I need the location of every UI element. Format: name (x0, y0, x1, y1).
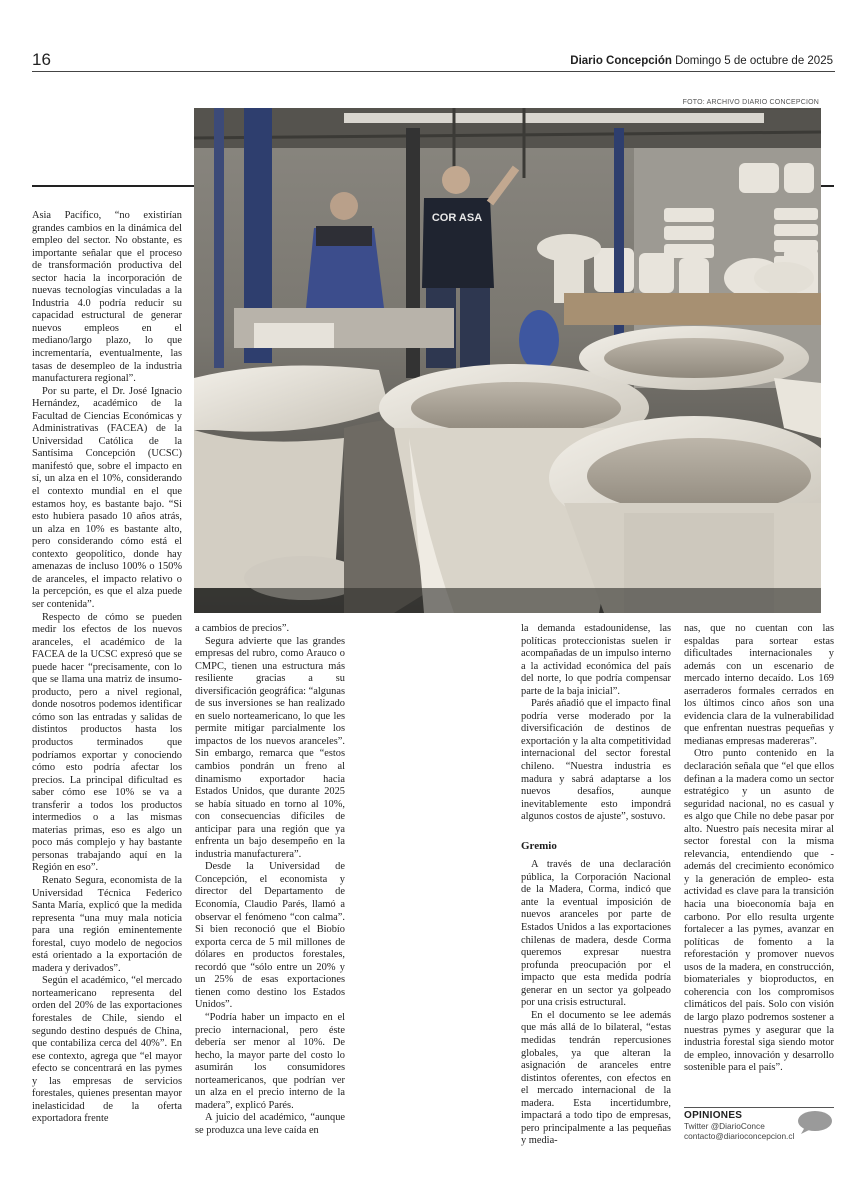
article-column-4 (684, 623, 834, 1075)
opiniones-title: OPINIONES (684, 1110, 743, 1121)
paragraph: Según el académico, “el mercado norteamericano representa del orden del 20% de las exportaciones forestales de Chile, siendo el segundo destino después de China, que contabiliza cerca del 40%”. En ese contexto, agrega que “el mayor efecto se concentrará en las pymes y las empresas de servicios forestales, quienes presentan mayor inelasticidad de la oferta exportadora frente (32, 975, 182, 1125)
paragraph: nas, que no cuentan con las espaldas para sortear estas dificultades internacionales y además con un escenario de mercado interno decaído. Los 169 aserraderos formales cerrados en los últimos cinco años son una evidencia clara de la vulnerabilidad que enfrentan nuestras pequeñas y medianas empresas madereras”. (684, 623, 834, 747)
paragraph: a cambios de precios”. (195, 623, 290, 634)
paragraph: “Podría haber un impacto en el precio internacional, pero éste debería ser menor al 10%. De hecho, la mayor parte del costo lo asumirán los consumidores norteamericanos, que podrían ver un alza en el precio interno de la madera”, explicó Parés. (195, 1011, 345, 1111)
paragraph: En el documento se lee además que más allá de lo bilateral, “estas medidas tendrán repercusiones globales, ya que alteran la asignación de aranceles entre distintos oferentes, con efectos en el mercado internacional de la madera. Esta incertidumbre, impactará a todo tipo de empresas, pero principalmente a las pequeñas y media- (521, 1009, 671, 1147)
paragraph: Desde la Universidad de Concepción, el economista y director del Departamento de Economía, Claudio Parés, llamó a observar el fenómeno “con calma”. Si bien reconoció que el Biobío exporta cerca de 5 mil millones de dólares en productos forestales, recordó que “sólo entre un 20% y un 25% de esas exportaciones tienen como destino los Estados Unidos”. (195, 861, 345, 1011)
article-column-2 (195, 623, 345, 1137)
paragraph: Por su parte, el Dr. José Ignacio Hernández, académico de la Facultad de Ciencias Económicas y Administrativas (FACEA) de la Universidad Católica de la Santísima Concepción (UCSC) manifestó que, sobre el impacto en sí, un alza en el 10%, considerando el contexto mundial en el que estamos hoy, es bastante bajo. “Si esto hubiera pasado 10 años atrás, un alza en 10% es bastante alto, pero considerando cómo está el contexto geopolítico, donde hay amenazas de incluso 100% o 150% de aranceles, el impacto relativo o la percepción, es que el alza puede ser contenida”. (32, 385, 182, 610)
twitter-handle[interactable]: Twitter @DiarioConce (684, 1121, 765, 1131)
contact-email[interactable]: contacto@diarioconcepcion.cl (684, 1131, 795, 1141)
article-column-3 (521, 623, 671, 1148)
paragraph: Otro punto contenido en la declaración señala que “el que ellos definan a la madera como un sector estratégico y un asunto de seguridad nacional, no es casual y es algo que Chile no debe pasar por alto. Nuestro país necesita mirar al sector forestal con la misma relevancia, entendiendo que -además del crecimiento económico y la generación de empleo- esta actividad es clave para la transición hacia una bioeconomía baja en carbono. Por ello resulta urgente fortalecer a las pymes, avanzar en políticas de fomento a la reforestación y promover nuevos usos de la madera, en construcción, biomateriales y bioproductos, en coherencia con los compromisos climáticos del país. Solo con visión de largo plazo podremos sostener a nuestras pymes y asegurar que la industria forestal siga siendo motor de empleo, innovación y desarrollo sostenible para el país”. (684, 748, 834, 1074)
paragraph: Parés añadió que el impacto final podría verse moderado por la diversificación de destinos de exportación y la alta competitividad internacional del sector forestal chileno. “Nuestra industria es madura y sabrá adaptarse a los nuevos desafíos, aunque inevitablemente esto impondrá algunos costos de ajuste”, sostuvo. (521, 698, 671, 823)
shirt-label: COR ASA (431, 212, 483, 224)
issue-date: Domingo 5 de octubre de 2025 (675, 55, 833, 67)
header-divider (32, 71, 835, 72)
paragraph: Asia Pacífico, “no existirían grandes cambios en la dinámica del empleo del sector. No obstante, es importante señalar que el proceso de transformación productiva del sector hacia la incorporación de nuevas tecnologías vinculadas a la Industria 4.0 podría reducir su capacidad estructural de generar nuevos empleos en el mediano/largo plazo, lo que incrementaría, eventualmente, las tasas de desempleo de la industria manufacturera regional”. (32, 210, 182, 385)
page-number: 16 (32, 50, 51, 69)
paragraph: A juicio del académico, “aunque se produzca una leve caída en (195, 1112, 345, 1136)
paragraph: Segura advierte que las grandes empresas del rubro, como Arauco o CMPC, tienen una estructura más resiliente gracias a su diversificación geográfica: “algunas de sus inversiones se han realizado en suelo norteamericano, lo que les permite mitigar parcialmente los impactos de los nuevos aranceles”. Sin embargo, remarca que “estos cambios pondrán un freno al dinamismo exportador hacia Estados Unidos, que durante 2025 se había situado en torno al 10%, con consecuencias difíciles de anticipar para una región que ya enfrenta un bajo desempeño en la industria manufacturera”. (195, 635, 346, 860)
photo-credit: FOTO: ARCHIVO DIARIO CONCEPCION (682, 99, 819, 106)
masthead-line (570, 55, 833, 67)
paragraph: la demanda estadounidense, las políticas proteccionistas suelen ir acompañadas de un impulso interno a la actividad económica del país del norte, lo que podría compensar parte de la baja inicial”. (521, 623, 671, 697)
article-column-1 (32, 210, 182, 1126)
section-rule-end (820, 185, 834, 187)
paragraph: Respecto de cómo se pueden medir los efectos de los nuevos aranceles, el académico de la FACEA de la UCSC expresó que se puede hacer “precisamente, con lo que se llama una matriz de insumo-producto, pero a nivel regional, donde nosotros podemos identificar cómo son las entradas y salidas de distintos productos hasta los productos terminados que podríamos exportar y conociendo cómo esto podría afectar los precios. La principal dificultad es saber cómo ese 10% se va a transferir a todos los productos intermedios o a las mismas materias primas, eso es algo un poco más complejo y hay bastante personas trabajando aquí en la Región en eso”. (32, 611, 182, 874)
paper-name: Diario Concepción (570, 55, 672, 67)
paragraph: A través de una declaración pública, la Corporación Nacional de la Madera, Corma, indicó que ante la eventual imposición de nuevos aranceles por parte de Estados Unidos a las exportaciones chilenas de madera, desde Corma queremos expresar nuestra profunda preocupación por el impacto que esta medida podría generar en un sector ya golpeado por una crisis estructural. (521, 859, 671, 1009)
paragraph: Renato Segura, economista de la Universidad Técnica Federico Santa María, explicó que la medida representa “una muy mala noticia para una región eminentemente forestal, cuyo modelo de negocios está orientado a la exportación de madera y derivados”. (32, 874, 182, 974)
opiniones-rule (684, 1107, 834, 1108)
factory-photo (194, 108, 821, 613)
subheading-gremio: Gremio (521, 839, 557, 852)
speech-bubble-icon (797, 1110, 833, 1134)
section-rule (32, 185, 194, 187)
